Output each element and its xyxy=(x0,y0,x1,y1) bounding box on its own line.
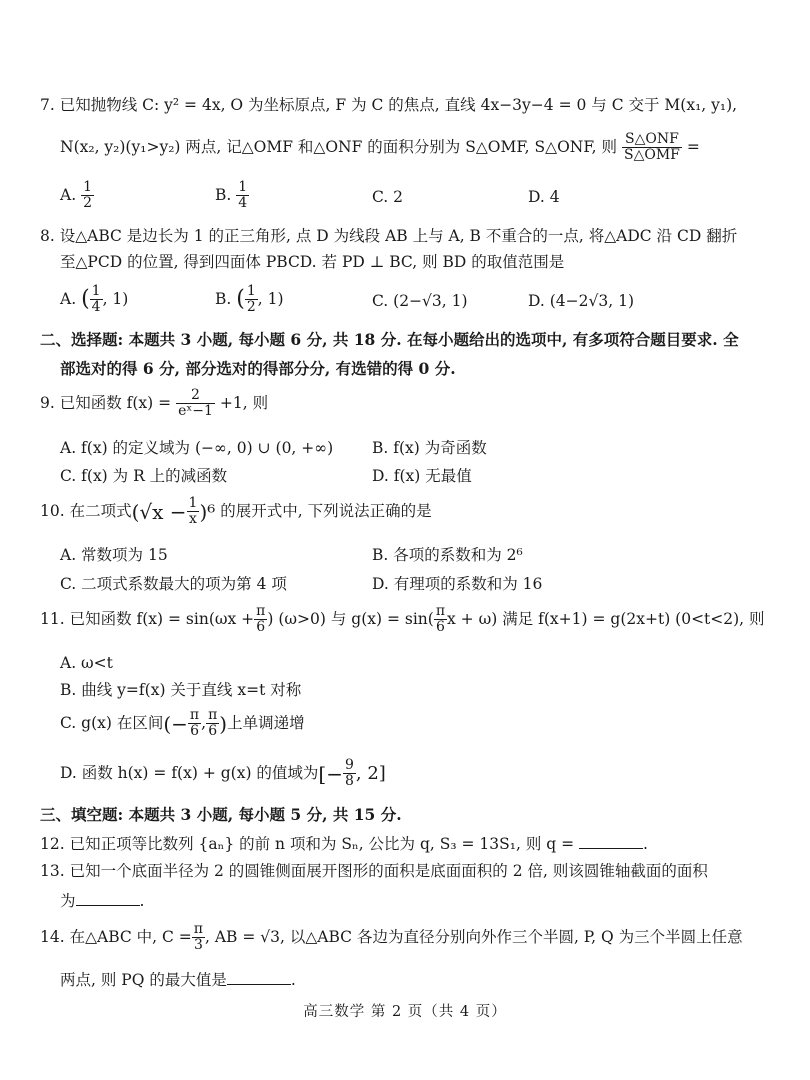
q9-stem-post: +1, 则 xyxy=(219,393,269,412)
q9-option-c: C. f(x) 为 R 上的减函数 xyxy=(60,467,228,485)
q8-option-b-num: 1 xyxy=(246,283,256,299)
q8-option-a-label: A. xyxy=(60,289,77,308)
q7-ratio-denominator: S△OMF xyxy=(623,147,680,164)
q10-option-a: A. 常数项为 15 xyxy=(60,546,168,564)
q7-option-a-fraction xyxy=(81,180,94,212)
q9-stem xyxy=(40,388,268,420)
q7-options xyxy=(60,176,760,220)
q7-ratio-fraction xyxy=(622,132,682,164)
q11-stem-mid: ) (ω>0) 与 g(x) = sin( xyxy=(267,609,434,628)
q12-stem xyxy=(40,834,648,854)
q8-option-a xyxy=(60,284,128,316)
q8-option-a-paren: ( xyxy=(81,286,90,312)
q14-line2-pre: 两点, 则 PQ 的最大值是 xyxy=(60,971,227,989)
q9-option-b: B. f(x) 为奇函数 xyxy=(372,439,487,457)
q11-option-c-fraction-1 xyxy=(188,708,201,740)
q8-option-b-paren: ( xyxy=(236,286,245,312)
q11-option-c-fraction-2 xyxy=(206,708,219,740)
q11-option-c-pre: C. g(x) 在区间 xyxy=(60,713,164,732)
q8-option-a-num: 1 xyxy=(91,283,101,299)
q14-fraction xyxy=(192,922,205,954)
q8-line2: 至△PCD 的位置, 得到四面体 PBCD. 若 PD ⊥ BC, 则 BD 的取值范围是 xyxy=(60,253,565,271)
q11-option-c-frac2-den: 6 xyxy=(208,723,218,740)
q12-answer-blank[interactable] xyxy=(579,834,643,849)
q11-option-d-frac-num: 9 xyxy=(344,757,354,773)
q10-option-c: C. 二项式系数最大的项为第 4 项 xyxy=(60,575,287,593)
q11-option-a: A. ω<t xyxy=(60,654,113,672)
q11-option-b: B. 曲线 y=f(x) 关于直线 x=t 对称 xyxy=(60,681,302,699)
q8-line1: 8. 设△ABC 是边长为 1 的正三角形, 点 D 为线段 AB 上与 A, B 不重合的一点, 将△ADC 沿 CD 翻折 xyxy=(40,227,738,245)
q7-option-b-num: 1 xyxy=(238,179,248,195)
q11-option-c-close: ) xyxy=(219,711,228,736)
q14-stem-pre: 14. 在△ABC 中, C = xyxy=(40,927,192,946)
q9-frac-den: eˣ−1 xyxy=(178,403,213,420)
q9-stem-pre: 9. 已知函数 f(x) = xyxy=(40,393,172,412)
q10-frac-num: 1 xyxy=(188,495,198,511)
q7-option-c: C. 2 xyxy=(372,188,404,206)
q7-option-b xyxy=(215,180,249,212)
q7-option-d: D. 4 xyxy=(528,188,560,206)
q11-option-c-comma: , xyxy=(201,713,207,732)
q11-option-c xyxy=(60,708,305,740)
q14-frac-den: 3 xyxy=(193,937,203,954)
q11-option-d-pre: D. 函数 h(x) = f(x) + g(x) 的值域为 xyxy=(60,763,319,782)
q8-option-a-den: 4 xyxy=(91,299,101,316)
q12-stem-text: 12. 已知正项等比数列 {aₙ} 的前 n 项和为 Sₙ, 公比为 q, S₃ = 13S₁, 则 q = xyxy=(40,835,575,853)
q7-option-a-num: 1 xyxy=(83,179,92,195)
q14-stem xyxy=(40,922,743,954)
q11-option-d-open: [− xyxy=(318,761,343,786)
q13-line1: 13. 已知一个底面半径为 2 的圆锥侧面展开图形的面积是底面面积的 2 倍, 则该圆锥轴截面的面积 xyxy=(40,862,708,880)
q11-option-c-frac1-den: 6 xyxy=(190,723,199,740)
q8-option-a-fraction xyxy=(90,284,103,316)
q11-frac2-den: 6 xyxy=(435,619,445,636)
q10-option-d: D. 有理项的系数和为 16 xyxy=(372,575,543,593)
q7-option-a-label: A. xyxy=(60,185,77,204)
q7-option-a-den: 2 xyxy=(83,195,92,212)
q11-stem-pre: 11. 已知函数 f(x) = sin(ωx + xyxy=(40,609,255,628)
q13-tail: . xyxy=(139,892,145,910)
q8-option-d: D. (4−2√3, 1) xyxy=(528,292,634,310)
q14-answer-blank[interactable] xyxy=(227,970,291,985)
q11-option-d xyxy=(60,758,386,790)
q9-fraction xyxy=(176,388,215,420)
q7-ratio-numerator: S△ONF xyxy=(622,132,682,148)
q8-option-a-tail: , 1) xyxy=(102,289,129,308)
q12-tail: . xyxy=(643,835,648,853)
q13-line2 xyxy=(60,891,144,911)
q9-option-a: A. f(x) 的定义域为 (−∞, 0) ∪ (0, +∞) xyxy=(60,439,334,457)
q11-fraction-1 xyxy=(254,604,267,636)
section3-line1: 三、填空题: 本题共 3 小题, 每小题 5 分, 共 15 分. xyxy=(40,805,402,824)
q10-frac-den: x xyxy=(189,511,197,528)
q11-frac1-den: 6 xyxy=(256,619,266,636)
q11-fraction-2 xyxy=(434,604,447,636)
q7-line2 xyxy=(60,132,700,164)
q11-option-d-close: , 2] xyxy=(355,763,386,785)
q7-line1: 7. 已知抛物线 C: y² = 4x, O 为坐标原点, F 为 C 的焦点, 直线 4x−3y−4 = 0 与 C 交于 M(x₁, y₁), xyxy=(40,96,738,114)
q9-option-d: D. f(x) 无最值 xyxy=(372,467,472,485)
q8-option-b-tail: , 1) xyxy=(257,289,284,308)
q7-option-b-fraction xyxy=(236,180,249,212)
q10-binom-close: )⁶ xyxy=(199,499,216,524)
q14-frac-num: π xyxy=(193,921,203,937)
q11-option-d-frac-den: 8 xyxy=(344,773,354,790)
page-footer: 高三数学 第 2 页（共 4 页） xyxy=(303,1004,507,1020)
q8-options xyxy=(60,282,760,322)
q14-stem-post: , AB = √3, 以△ABC 各边为直径分别向外作三个半圆, P, Q 为三个半圆上任意 xyxy=(205,927,743,946)
q11-option-c-frac2-num: π xyxy=(208,707,218,723)
q11-option-c-frac1-num: π xyxy=(189,707,200,723)
q10-option-b: B. 各项的系数和为 2⁶ xyxy=(372,546,523,564)
q7-option-b-den: 4 xyxy=(238,195,248,212)
q11-stem-post: x + ω) 满足 f(x+1) = g(2x+t) (0<t<2), 则 xyxy=(447,609,765,628)
q10-stem-pre: 10. 在二项式 xyxy=(40,501,132,520)
q13-answer-blank[interactable] xyxy=(76,891,140,906)
q8-option-c: C. (2−√3, 1) xyxy=(372,292,468,310)
q14-tail: . xyxy=(290,971,296,989)
q11-stem xyxy=(40,604,765,636)
q7-line2-text: N(x₂, y₂)(y₁>y₂) 两点, 记△OMF 和△ONF 的面积分别为 S△OMF, S△ONF, 则 xyxy=(60,137,618,156)
q10-stem xyxy=(40,496,432,528)
q8-option-b-fraction xyxy=(245,284,258,316)
q11-option-d-fraction xyxy=(343,758,356,790)
q8-option-b-den: 2 xyxy=(246,299,256,316)
q7-option-a xyxy=(60,180,94,212)
q9-frac-num: 2 xyxy=(176,388,215,404)
section2-line2: 部选对的得 6 分, 部分选对的得部分分, 有选错的得 0 分. xyxy=(60,359,456,378)
q14-line2 xyxy=(60,970,296,990)
q10-fraction xyxy=(187,496,200,528)
q10-stem-post: 的展开式中, 下列说法正确的是 xyxy=(220,501,432,520)
section2-line1: 二、选择题: 本题共 3 小题, 每小题 6 分, 共 18 分. 在每小题给出的选项中, 有多项符合题目要求. 全 xyxy=(40,330,739,349)
q7-ratio-equals: = xyxy=(686,137,700,156)
q11-frac2-num: π xyxy=(435,603,446,619)
q13-line2-pre: 为 xyxy=(60,892,76,910)
q11-option-c-open: (− xyxy=(163,711,188,736)
q8-option-b xyxy=(215,284,284,316)
q8-option-b-label: B. xyxy=(215,289,232,308)
q7-option-b-label: B. xyxy=(215,185,232,204)
q11-option-c-post: 上单调递增 xyxy=(227,713,305,732)
q10-binom-open: (√x − xyxy=(131,499,187,524)
q11-frac1-num: π xyxy=(256,603,266,619)
